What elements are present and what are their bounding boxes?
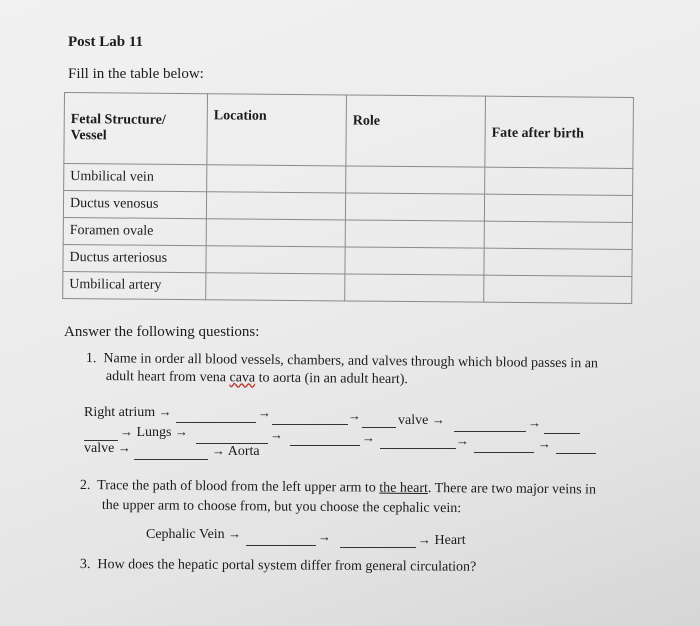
location-cell[interactable]	[206, 273, 345, 301]
valve-label-group	[84, 440, 131, 457]
role-cell[interactable]	[346, 166, 485, 194]
valve-label-group	[398, 412, 445, 429]
question-2-text-a: Trace the path of blood from the left upper arm to	[97, 478, 380, 496]
lungs-label: Lungs	[136, 425, 172, 440]
question-2-line-2: the upper arm to choose from, but you choose the cephalic vein:	[101, 498, 462, 517]
question-1-text-c: to aorta (in an adult heart).	[255, 370, 409, 388]
valve-label: valve	[398, 413, 429, 428]
cephalic-label-group	[146, 526, 241, 543]
role-cell[interactable]	[345, 193, 484, 221]
arrow-icon: →	[362, 430, 375, 445]
answer-blank[interactable]	[340, 535, 416, 548]
row-label: Ductus arteriosus	[63, 244, 206, 272]
table-row	[63, 271, 632, 303]
flow-row-1	[84, 404, 172, 421]
valve-label: valve	[84, 441, 115, 456]
question-3-text: How does the hepatic portal system differ from general circulation?	[97, 557, 477, 575]
question-2-text-c: . There are two major veins in	[427, 481, 597, 498]
answer-blank[interactable]	[134, 447, 208, 460]
location-cell[interactable]	[206, 192, 345, 220]
arrow-icon: →	[158, 404, 172, 419]
question-1-text: Name in order all blood vessels, chambers, and valves through which blood passes in an	[103, 351, 599, 372]
answer-blank[interactable]	[454, 419, 526, 432]
cephalic-vein-label: Cephalic Vein	[146, 527, 225, 542]
header-location: Location	[207, 94, 347, 166]
spellcheck-word: cava	[229, 370, 256, 386]
answer-blank[interactable]	[176, 410, 256, 423]
answer-blank[interactable]	[362, 415, 396, 428]
fetal-structures-table	[62, 92, 634, 304]
question-number: 1.	[85, 351, 97, 367]
header-fetal-structure: Fetal Structure/ Vessel	[64, 93, 208, 165]
arrow-icon: →	[431, 412, 445, 427]
question-number: 3.	[79, 557, 91, 573]
arrow-icon: →	[117, 440, 131, 455]
answer-blank[interactable]	[290, 433, 360, 446]
answer-heading: Answer the following questions:	[64, 324, 260, 340]
question-2-underlined: the heart	[379, 480, 428, 497]
question-1-line-2	[106, 369, 408, 388]
row-label: Foramen ovale	[63, 217, 206, 245]
role-cell[interactable]	[345, 220, 484, 248]
table-instruction: Fill in the table below:	[68, 66, 204, 82]
arrow-icon: →	[538, 436, 551, 451]
arrow-icon: →	[175, 424, 188, 439]
lungs-label-group	[120, 424, 188, 441]
aorta-label: Aorta	[227, 444, 260, 459]
arrow-icon: →	[318, 529, 331, 544]
arrow-icon: →	[348, 408, 361, 423]
answer-blank[interactable]	[556, 441, 596, 454]
question-1-text-a: adult heart from vena	[105, 369, 230, 386]
fate-cell[interactable]	[484, 221, 632, 249]
answer-blank[interactable]	[544, 421, 580, 434]
arrow-icon: →	[212, 443, 225, 458]
heart-label: Heart	[434, 533, 466, 548]
arrow-icon: →	[528, 415, 541, 430]
location-cell[interactable]	[206, 246, 345, 274]
fate-cell[interactable]	[485, 167, 633, 195]
row-label: Ductus venosus	[63, 191, 206, 219]
role-cell[interactable]	[345, 247, 484, 275]
arrow-icon: →	[456, 433, 469, 448]
table-header-row	[64, 93, 634, 169]
question-number: 2.	[79, 478, 91, 494]
fate-cell[interactable]	[484, 275, 632, 303]
location-cell[interactable]	[206, 219, 345, 247]
answer-blank[interactable]	[272, 412, 348, 425]
aorta-label-group	[212, 443, 260, 460]
arrow-icon: →	[228, 526, 242, 541]
question-3	[80, 557, 476, 576]
answer-blank[interactable]	[246, 533, 316, 546]
arrow-icon: →	[418, 532, 431, 547]
arrow-icon: →	[120, 424, 133, 439]
location-cell[interactable]	[207, 165, 346, 193]
header-role: Role	[346, 95, 486, 167]
arrow-icon: →	[258, 405, 271, 420]
row-label: Umbilical vein	[64, 164, 207, 192]
page-title: Post Lab 11	[68, 34, 144, 50]
header-fate-after-birth: Fate after birth	[485, 96, 634, 168]
right-atrium-label: Right atrium	[84, 405, 156, 420]
row-label: Umbilical artery	[63, 271, 206, 299]
fate-cell[interactable]	[484, 248, 632, 276]
answer-blank[interactable]	[380, 436, 456, 449]
fate-cell[interactable]	[484, 194, 632, 222]
arrow-icon: →	[270, 427, 283, 442]
role-cell[interactable]	[345, 274, 484, 302]
heart-label-group	[418, 532, 466, 549]
question-2-line-1	[80, 478, 596, 499]
answer-blank[interactable]	[474, 440, 534, 453]
